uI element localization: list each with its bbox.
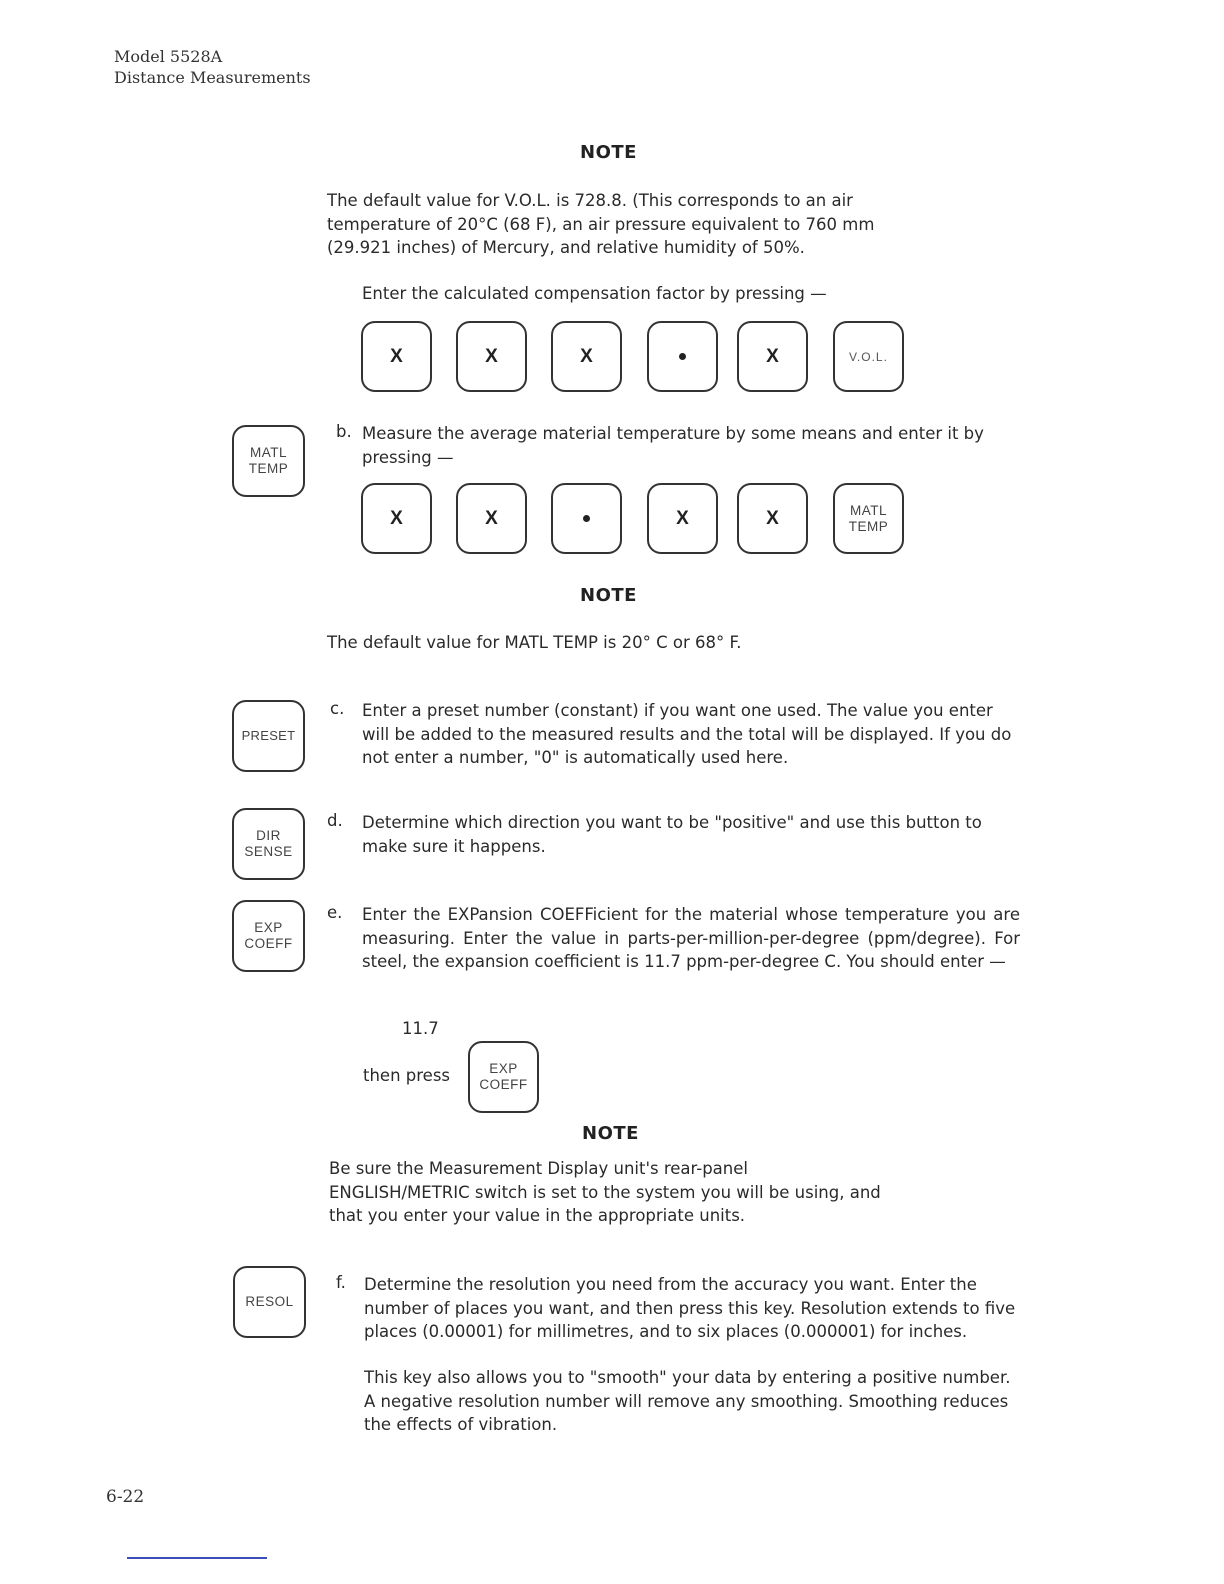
key-decimal-point[interactable] [647,321,718,392]
header-model: Model 5528A [114,47,223,66]
key-vol[interactable]: V.O.L. [833,321,904,392]
step-c-text: Enter a preset number (constant) if you want one used. The value you enter will be added to the measured results and the total will be displayed. If you do not enter a number, "0" is automatically used here. [362,701,1012,767]
side-key-dir-sense: DIR SENSE [232,808,305,880]
step-d-letter: d. [327,811,343,830]
vol-enter-instruction: Enter the calculated compensation factor by pressing — [362,284,827,303]
key-decimal-point[interactable] [551,483,622,554]
vol-default-note: The default value for V.O.L. is 728.8. (This corresponds to an air temperature of 20°C (68 F), an air pressure equivalent to 760 mm (29.921 inches) of Mercury, and relative humidity of 50%. [327,191,875,257]
key-x[interactable]: X [737,483,808,554]
step-f-smoothing-text: This key also allows you to "smooth" your data by entering a positive number. A negative resolution number will remove any smoothing. Smoothing reduces the effects of vibration. [364,1368,1011,1434]
step-c-letter: c. [330,699,345,718]
note-heading-units: NOTE [582,1123,639,1144]
then-press-label: then press [363,1066,451,1085]
step-f-letter: f. [336,1273,346,1292]
units-note: Be sure the Measurement Display unit's rear-panel ENGLISH/METRIC switch is set to the system you will be using, and that you enter your value in the appropriate units. [329,1159,881,1225]
step-e-text: Enter the EXPansion COEFFicient for the material whose temperature you are measuring. Enter the value in parts-per-million-per-degree (ppm/degree). For steel, the expansion coefficient is 11.7 ppm-per-degree C. You should enter — [362,905,1020,971]
key-x[interactable]: X [737,321,808,392]
side-key-matl-temp: MATL TEMP [232,425,305,497]
key-exp-coeff[interactable]: EXP COEFF [468,1041,539,1113]
header-section: Distance Measurements [114,68,311,87]
step-f-text: Determine the resolution you need from the accuracy you want. Enter the number of places you want, and then press this key. Resolution extends to five places (0.00001) for millimetres, and to six places (0.000001) for inches. [364,1275,1016,1341]
decimal-dot-icon [679,353,686,360]
step-b-text: Measure the average material temperature by some means and enter it by pressing — [362,424,984,467]
key-x[interactable]: X [551,321,622,392]
step-d-text: Determine which direction you want to be "positive" and use this button to make sure it happens. [362,813,982,856]
expansion-value: 11.7 [402,1019,439,1038]
page-number: 6-22 [106,1487,145,1507]
step-e-letter: e. [327,903,343,922]
note-heading-vol: NOTE [580,142,637,163]
key-x[interactable]: X [456,321,527,392]
decimal-dot-icon [583,515,590,522]
key-matl-temp[interactable]: MATL TEMP [833,483,904,554]
step-b-letter: b. [336,422,352,441]
note-heading-matl: NOTE [580,585,637,606]
side-key-preset: PRESET [232,700,305,772]
footer-rule [127,1557,267,1559]
side-key-resol: RESOL [233,1266,306,1338]
key-x[interactable]: X [647,483,718,554]
side-key-exp-coeff: EXP COEFF [232,900,305,972]
key-x[interactable]: X [456,483,527,554]
key-x[interactable]: X [361,483,432,554]
key-x[interactable]: X [361,321,432,392]
matl-default-note: The default value for MATL TEMP is 20° C or 68° F. [327,633,742,652]
